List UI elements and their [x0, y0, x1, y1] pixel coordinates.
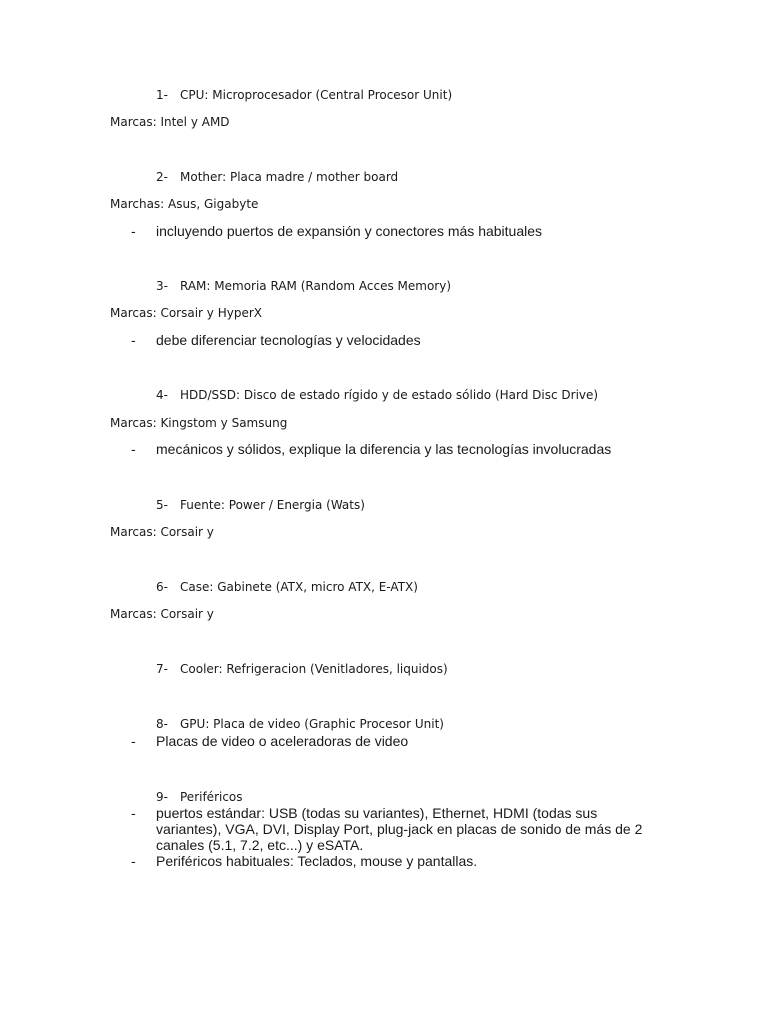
item-title: CPU: Microprocesador (Central Procesor Unit) [180, 88, 453, 102]
list-item-8 [156, 716, 444, 732]
brands-line-mother: Marchas: Asus, Gigabyte [110, 197, 259, 211]
item-number: 8- [156, 717, 168, 731]
bullet-dash: - [131, 332, 136, 348]
item-title: Mother: Placa madre / mother board [180, 170, 399, 184]
bullet-dash: - [131, 441, 136, 457]
list-item-7 [156, 661, 448, 677]
list-item-2 [156, 169, 398, 185]
item-title: Case: Gabinete (ATX, micro ATX, E-ATX) [180, 580, 418, 594]
list-item-9 [156, 789, 243, 805]
list-item-1 [156, 87, 452, 103]
brands-line-ram: Marcas: Corsair y HyperX [110, 306, 262, 320]
list-item-3 [156, 278, 451, 294]
bullet-disk-types: mecánicos y sólidos, explique la diferencia y las tecnologías involucradas [156, 441, 612, 457]
item-number: 3- [156, 279, 168, 293]
item-title: HDD/SSD: Disco de estado rígido y de estado sólido (Hard Disc Drive) [180, 388, 599, 402]
brands-line-case: Marcas: Corsair y [110, 607, 214, 621]
bullet-dash: - [131, 733, 136, 749]
item-number: 7- [156, 662, 168, 676]
item-number: 9- [156, 790, 168, 804]
brands-line-power: Marcas: Corsair y [110, 525, 214, 539]
bullet-peripherals: Periféricos habituales: Teclados, mouse y pantallas. [156, 853, 478, 869]
item-title: Fuente: Power / Energia (Wats) [180, 498, 365, 512]
bullet-gpu-cards: Placas de video o aceleradoras de video [156, 733, 409, 749]
list-item-5 [156, 497, 365, 513]
bullet-ports-expansion: incluyendo puertos de expansión y conectores más habituales [156, 223, 543, 239]
list-item-6 [156, 579, 418, 595]
bullet-std-ports-line-3: canales (5.1, 7.2, etc...) y eSATA. [156, 837, 364, 853]
item-title: Periféricos [180, 790, 243, 804]
item-number: 4- [156, 388, 168, 402]
item-title: RAM: Memoria RAM (Random Acces Memory) [180, 279, 452, 293]
item-title: Cooler: Refrigeracion (Venitladores, liquidos) [180, 662, 448, 676]
list-item-4 [156, 387, 598, 403]
item-title: GPU: Placa de video (Graphic Procesor Unit) [180, 717, 444, 731]
item-number: 1- [156, 88, 168, 102]
brands-line-cpu: Marcas: Intel y AMD [110, 115, 230, 129]
item-number: 2- [156, 170, 168, 184]
bullet-ram-tech: debe diferenciar tecnologías y velocidades [156, 332, 421, 348]
item-number: 5- [156, 498, 168, 512]
bullet-std-ports-line-2: variantes), VGA, DVI, Display Port, plug-jack en placas de sonido de más de 2 [156, 821, 643, 837]
bullet-std-ports-line-1: puertos estándar: USB (todas su variantes), Ethernet, HDMI (todas sus [156, 805, 598, 821]
bullet-dash: - [131, 853, 136, 869]
bullet-dash: - [131, 805, 136, 821]
bullet-dash: - [131, 223, 136, 239]
item-number: 6- [156, 580, 168, 594]
brands-line-disk: Marcas: Kingstom y Samsung [110, 416, 288, 430]
